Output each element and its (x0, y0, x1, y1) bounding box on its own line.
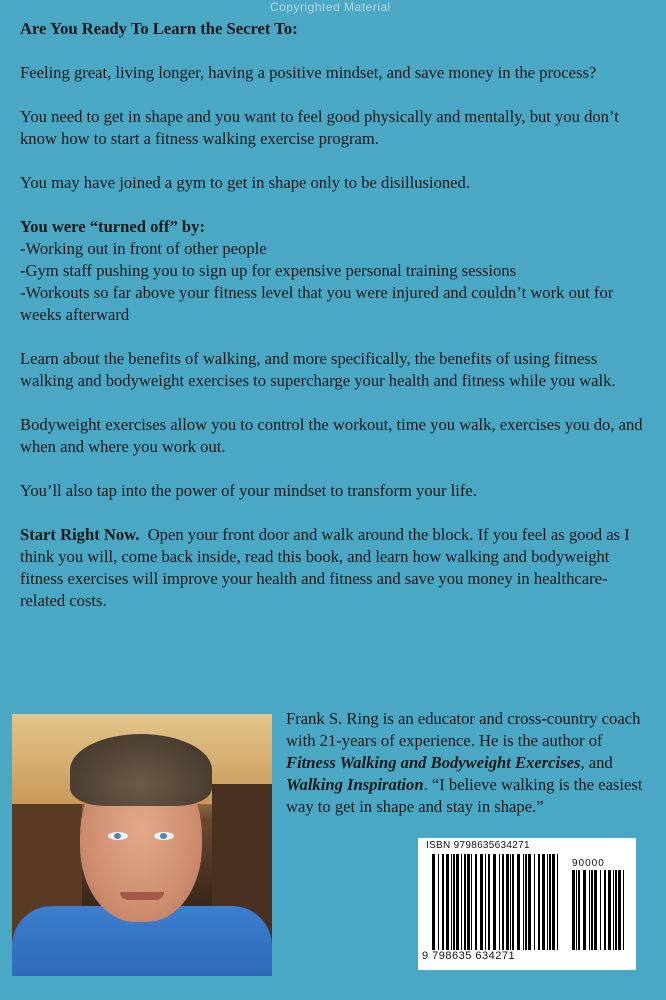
barcode-addon-bars (572, 870, 628, 950)
cta-text: Open your front door and walk around the block. If you feel as good as I think you will, come back inside, read this book, and learn how walking and bodyweight fitness exercises will improve your health and fitness and save you money in healthcare-related costs. (20, 525, 630, 610)
blurb-paragraph-5: Bodyweight exercises allow you to control the workout, time you walk, exercises you do, and when and where you work out. (20, 415, 643, 456)
isbn-barcode (418, 838, 636, 970)
blurb-heading: Are You Ready To Learn the Secret To: (20, 19, 298, 38)
barcode-digits: 9 798635 634271 (422, 950, 516, 962)
barcode-bars (432, 854, 560, 950)
blurb-paragraph-2: You need to get in shape and you want to feel good physically and mentally, but you don’t know how to start a fitness walking exercise program. (20, 107, 619, 148)
turned-off-heading: You were “turned off” by: (20, 217, 205, 236)
author-photo (12, 714, 272, 976)
book-title-2: Walking Inspiration (286, 775, 424, 794)
call-to-action (20, 524, 650, 612)
list-item: -Gym staff pushing you to sign up for expensive personal training sessions (20, 261, 517, 280)
book-title-1: Fitness Walking and Bodyweight Exercises (286, 753, 581, 772)
back-cover-blurb (20, 18, 650, 634)
list-item: -Working out in front of other people (20, 239, 267, 258)
author-bio: Frank S. Ring is an educator and cross-country coach with 21-years of experience. He is the author of Fitness Walking and Bodyweight Exercises, and Walking Inspiration. “I believe walking is the easiest way to get in shape and stay in shape.” (286, 709, 643, 816)
blurb-paragraph-1: Feeling great, living longer, having a positive mindset, and save money in the process? (20, 63, 597, 82)
blurb-paragraph-3: You may have joined a gym to get in shape only to be disillusioned. (20, 173, 470, 192)
watermark: Copyrighted Material (270, 0, 391, 14)
price-code: 90000 (572, 858, 605, 869)
cta-bold: Start Right Now. (20, 525, 140, 544)
turned-off-list (20, 238, 650, 326)
blurb-paragraph-4: Learn about the benefits of walking, and more specifically, the benefits of using fitness walking and bodyweight exercises to supercharge your health and fitness while you walk. (20, 349, 616, 390)
list-item: -Workouts so far above your fitness level that you were injured and couldn’t work out for weeks afterward (20, 283, 614, 324)
blurb-paragraph-6: You’ll also tap into the power of your mindset to transform your life. (20, 481, 477, 500)
isbn-label: ISBN 9798635634271 (426, 840, 530, 851)
